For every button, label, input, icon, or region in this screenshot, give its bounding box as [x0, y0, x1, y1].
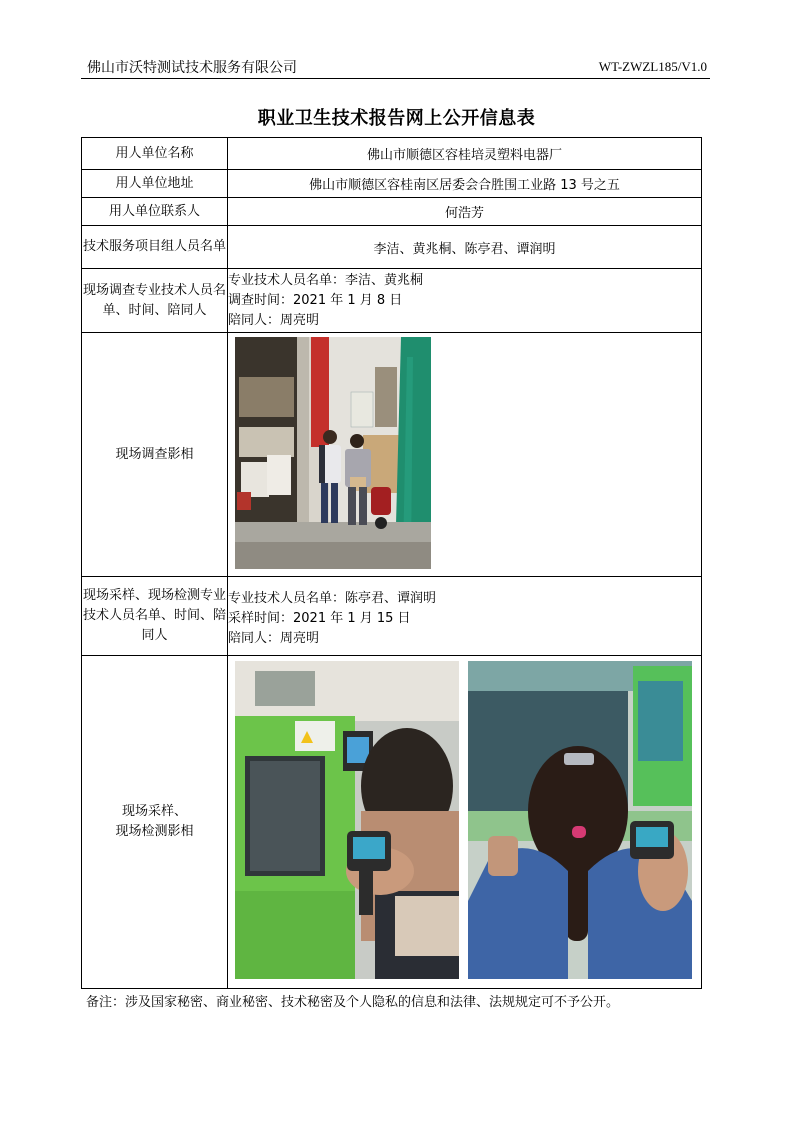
sampling-photo-label-line1: 现场采样、 [121, 804, 187, 819]
row-value: 佛山市顺德区容桂南区居委会合胜围工业路 13 号之五 [228, 170, 702, 198]
survey-escort: 陪同人：周亮明 [228, 312, 320, 328]
row-label: 用人单位名称 [82, 138, 228, 170]
table-row [82, 333, 702, 577]
page-title: 职业卫生技术报告网上公开信息表 [257, 108, 536, 129]
table-row [82, 656, 702, 989]
sampling-photo-2 [468, 661, 692, 979]
survey-info [228, 269, 702, 333]
survey-time: 调查时间：2021 年 1 月 8 日 [228, 292, 403, 308]
row-label: 用人单位联系人 [82, 198, 228, 226]
sampling-staff: 专业技术人员名单：陈亭君、谭润明 [228, 591, 437, 606]
header-divider [81, 78, 710, 79]
document-code: WT-ZWZL185/V1.0 [598, 59, 707, 74]
row-value: 李洁、黄兆桐、陈亭君、谭润明 [228, 226, 702, 269]
sampling-photo-1-image [235, 661, 459, 979]
table-row [82, 577, 702, 656]
info-table [81, 137, 702, 989]
sampling-info [228, 577, 702, 656]
sampling-label: 现场采样、现场检测专业技术人员名单、时间、陪同人 [82, 577, 228, 656]
sampling-photo-label-line2: 现场检测影相 [115, 824, 194, 839]
sampling-photo-1 [235, 661, 459, 979]
row-value: 佛山市顺德区容桂培灵塑料电器厂 [228, 138, 702, 170]
table-row [82, 138, 702, 170]
survey-staff: 专业技术人员名单：李洁、黄兆桐 [228, 272, 424, 288]
sampling-photo-cell [228, 656, 702, 989]
table-row [82, 269, 702, 333]
survey-photo-cell [228, 333, 702, 577]
row-value: 何浩芳 [228, 198, 702, 226]
survey-photo-image [235, 337, 431, 569]
sampling-photo-label [82, 656, 228, 989]
sampling-time: 采样时间：2021 年 1 月 15 日 [228, 611, 411, 626]
row-label: 技术服务项目组人员名单 [82, 226, 228, 269]
company-name: 佛山市沃特测试技术服务有限公司 [87, 60, 297, 76]
table-row [82, 198, 702, 226]
sampling-photo-2-image [468, 661, 692, 979]
table-row [82, 226, 702, 269]
survey-label: 现场调查专业技术人员名单、时间、陪同人 [82, 269, 228, 333]
table-row [82, 170, 702, 198]
row-label: 用人单位地址 [82, 170, 228, 198]
survey-photo [235, 337, 431, 569]
sampling-escort: 陪同人：周亮明 [228, 631, 320, 646]
footnote: 备注：涉及国家秘密、商业秘密、技术秘密及个人隐私的信息和法律、法规规定可不予公开。 [86, 995, 620, 1010]
survey-photo-label: 现场调查影相 [82, 333, 228, 577]
